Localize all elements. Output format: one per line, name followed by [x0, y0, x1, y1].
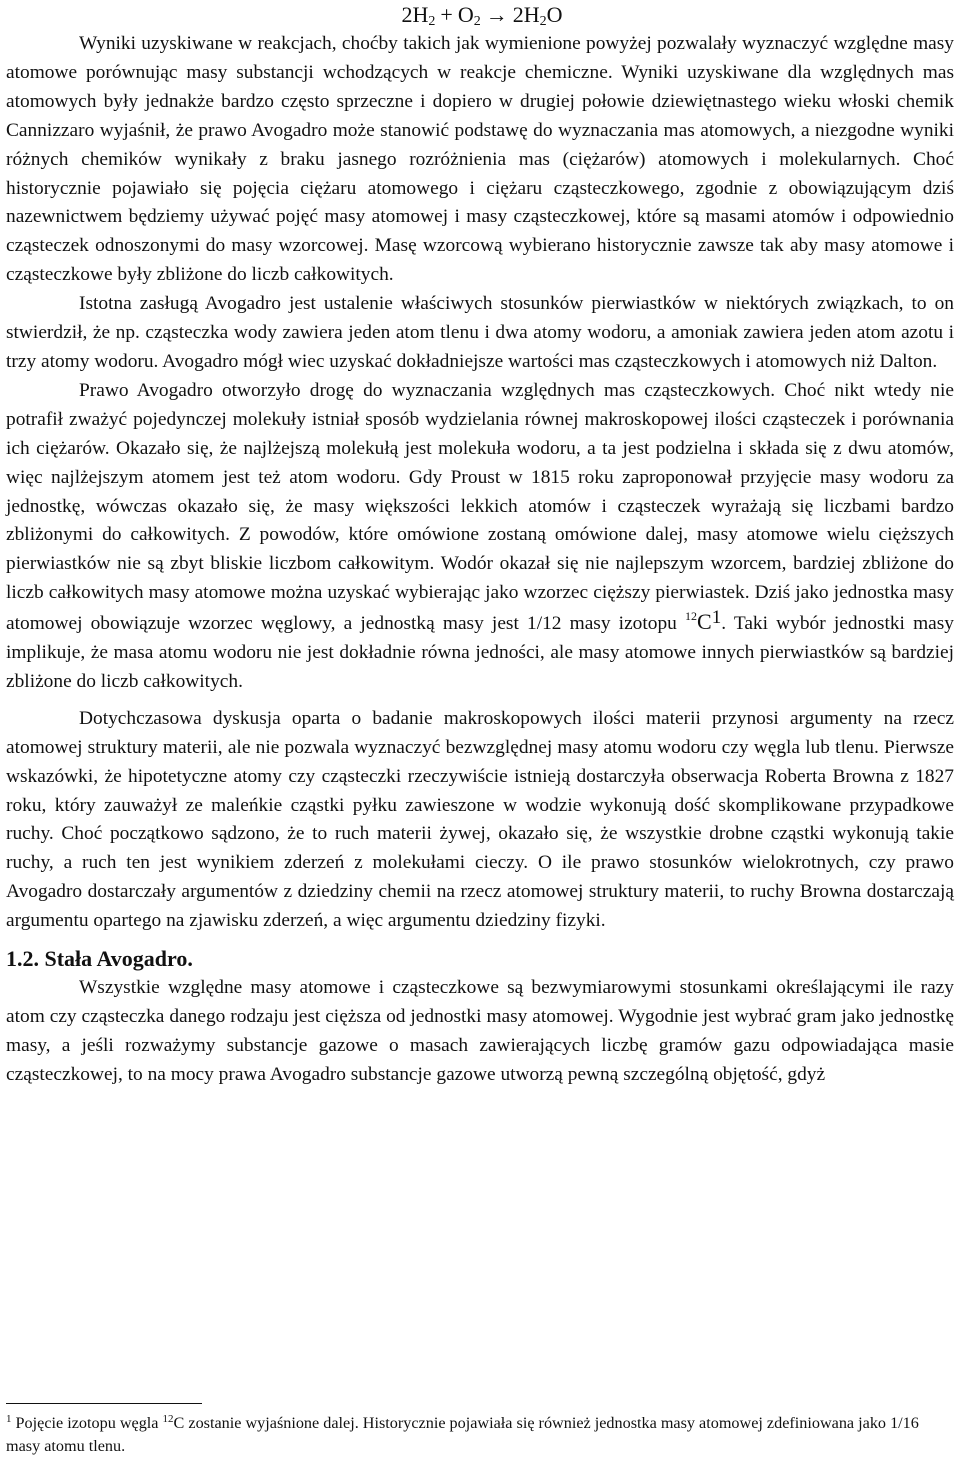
paragraph-avogadro-law-part-b: . Taki wybór jednostki masy implikuje, że masa atomu wodoru nie jest dokładnie równa jedności, ale masy atomowe innych pierwiastków są bardziej zbliżone do liczb całkowitych.: [6, 613, 954, 692]
eq-rhs-water: 2H: [512, 2, 540, 27]
eq-rhs-water-sub: 2: [539, 14, 547, 29]
paragraph-avogadro-constant: Wszystkie względne masy atomowe i cząsteczkowe są bezwymiarowymi stosunkami określającymi ile razy atom czy cząsteczka danego rodzaju jest cięższa od jednostki masy atomowej. Wygodnie jest wybrać gram jako jednostkę masy, a jeśli rozważymy substancje gazowe o masach zawierających liczbę gramów gazu odpowiadająca masie cząsteczkowej, to na mocy prawa Avogadro substancje gazowe utworzą pewną szczególną objętość, gdyż: [6, 977, 954, 1085]
footnote-reference[interactable]: 1: [711, 607, 722, 629]
isotope-mass-number: 12: [685, 609, 697, 624]
reaction-equation: [6, 0, 954, 30]
eq-lhs-hydrogen-sub: 2: [428, 14, 436, 29]
footnote-isotope-mass: 12: [162, 1413, 174, 1425]
paragraph-avogadro-law-part-a: Prawo Avogadro otworzyło drogę do wyznaczania względnych mas cząsteczkowych. Choć nikt wtedy nie potrafił zważyć pojedynczej molekuły istniał sposób wydzielania równej makroskopowej ilości cząsteczek i porównania ich ciężarów. Okazało się, że najlżejszą molekułą jest molekuła wodoru, a ta jest podzielna i składa się z dwu atomów, więc najlżejszym atomem jest też atom wodoru. Gdy Proust w 1815 roku zaproponował przyjęcie masy wodoru za jednostkę, wówczas okazało się, że masy większości lekkich atomów i cząsteczek wyrażają się liczbami bardzo zbliżonymi do całkowitych. Z powodów, które omówione zostaną omówione dalej, masy atomowe wielu cięższych pierwiastków nie są zbyt bliskie liczbom całkowitym. Wodór okazał się nie najlepszym wzorcem, bardziej zbliżone do liczb całkowitych masy atomowe można uzyskać wybierając jako wzorzec cięższy pierwiastek. Dziś jako jednostka masy atomowej obowiązuje wzorzec węglowy, a jednostką masy jest 1/12 masy izotopu: [6, 379, 954, 635]
footnote-marker: 1: [6, 1413, 12, 1425]
eq-lhs-oxygen: O: [457, 2, 474, 27]
paragraph-avogadro-merit: Istotna zasługą Avogadro jest ustalenie właściwych stosunków pierwiastków w niektórych związkach, to on stwierdził, że np. cząsteczka wody zawiera jeden atom tlenu i dwa atomy wodoru, a amoniak zawiera jeden atom azotu i trzy atomy wodoru. Avogadro mógł wiec uzyskać dokładniejsze wartości mas cząsteczkowych i atomowych niż Dalton.: [6, 293, 954, 372]
footnote: [6, 1412, 946, 1458]
footnote-text-a: Pojęcie izotopu węgla: [11, 1414, 163, 1432]
eq-lhs-hydrogen: 2H: [401, 2, 429, 27]
eq-plus: +: [440, 2, 453, 27]
paragraph-avogadro-law: [6, 377, 954, 697]
eq-rhs-water-tail: O: [546, 2, 563, 27]
paragraph-brownian-motion: Dotychczasowa dyskusja oparta o badanie makroskopowych ilości materii przynosi argumenty na rzecz atomowej struktury materii, ale nie pozwala wyznaczyć bezwzględnej masy atomu wodoru czy węgla lub tlenu. Pierwsze wskazówki, że hipotetyczne atomy czy cząsteczki rzeczywiście istnieją dostarczyła obserwacja Roberta Browna z 1827 roku, który zauważył ze maleńkie cząstki pyłku zawieszone w wodzie wykonują dość skomplikowane przypadkowe ruchy. Choć początkowo sądzono, że to ruch materii żywej, okazało się, że wszystkie drobne cząstki wykonują takie ruchy, a ruch ten jest wynikiem zderzeń z molekułami cieczy. O ile prawo stosunków wielokrotnych, czy prawo Avogadro dostarczały argumentów z dziedziny chemii na rzecz atomowej struktury materii, to ruchy Browna dostarczają argumentu opartego na zjawisku zderzeń, a więc argumentu dziedziny fizyki.: [6, 707, 954, 932]
isotope-symbol: C: [697, 609, 712, 635]
paragraph-gap: [6, 697, 954, 705]
footnote-divider: [6, 1403, 202, 1404]
paragraph-relative-masses: Wyniki uzyskiwane w reakcjach, choćby takich jak wymienione powyżej pozwalały wyznaczyć względne masy atomowe porównując masy substancji wchodzących w reakcje chemiczne. Wyniki uzyskiwane dla względnych mas atomowych były jednakże bardzo często sprzeczne i dopiero w drugiej połowie dziewiętnastego wieku włoski chemik Cannizzaro wyjaśnił, że prawo Avogadro może stanowić podstawę do wyznaczania mas atomowych, a niezgodne wyniki różnych chemików wynikały z braku jasnego rozróżnienia mas (ciężarów) atomowych i molekularnych. Choć historycznie pojawiało się pojęcia ciężaru atomowego i ciężaru cząsteczkowego, zgodnie z obowiązującym dziś nazewnictwem będziemy używać pojęć masy atomowej i masy cząsteczkowej, które są masami atomów i odpowiednio cząsteczek odnoszonymi do masy wzorcowej. Masę wzorcową wybierano historycznie zawsze tak aby masy atomowe i cząsteczkowe były zbliżone do liczb całkowitych.: [6, 33, 954, 286]
eq-arrow: →: [485, 2, 508, 27]
eq-lhs-oxygen-sub: 2: [473, 14, 481, 29]
section-heading: 1.2. Stała Avogadro.: [6, 946, 193, 972]
footnote-text-b: C zostanie wyjaśnione dalej. Historycznie pojawiała się również jednostka masy atomowej zdefiniowana jako 1/16 masy atomu tlenu.: [6, 1414, 919, 1455]
